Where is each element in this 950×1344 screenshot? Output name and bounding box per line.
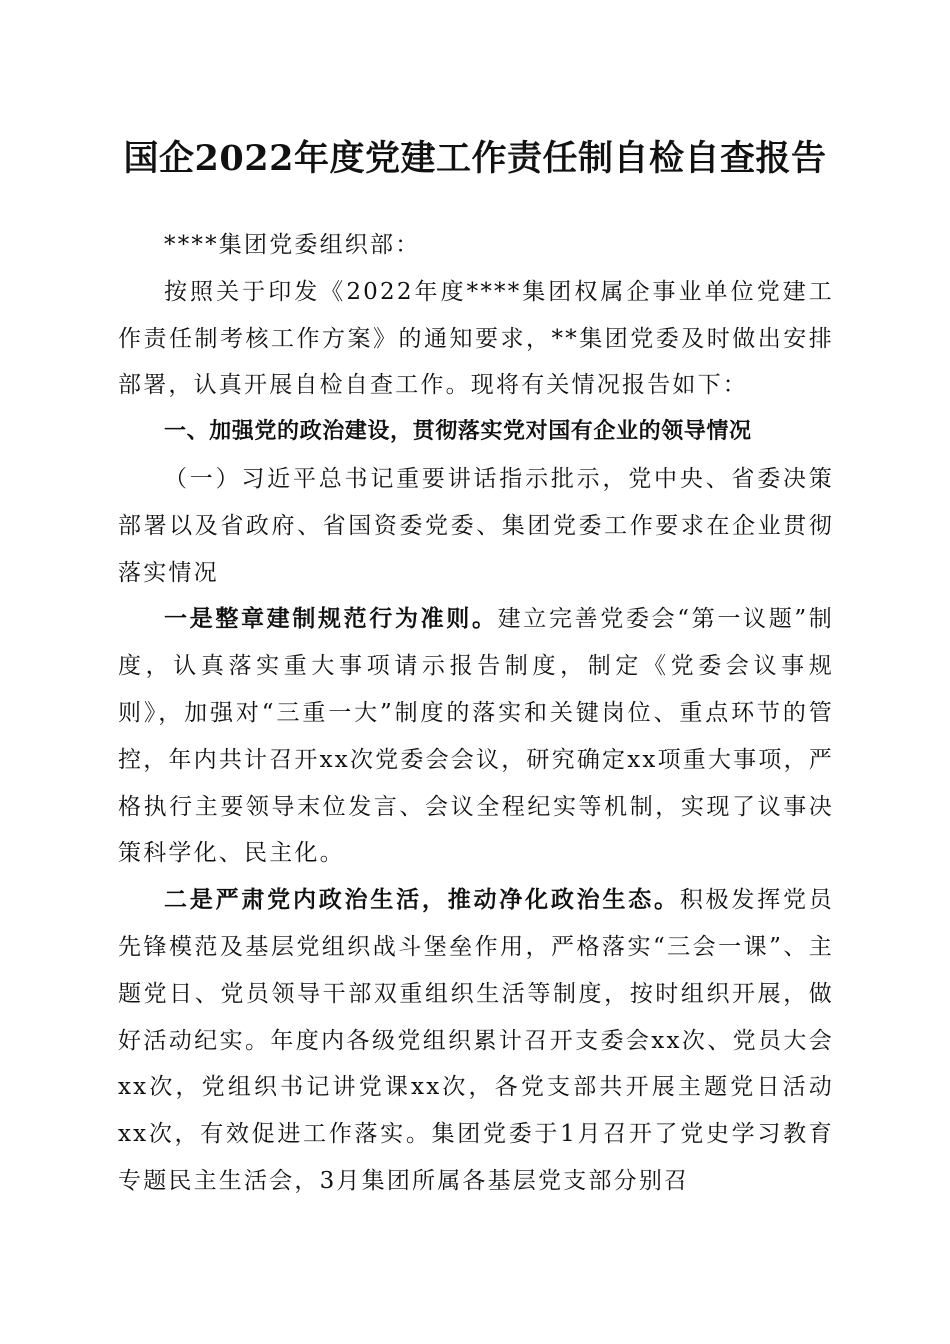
- section-heading-1: 一、加强党的政治建设，贯彻落实党对国有企业的领导情况: [164, 419, 752, 445]
- salutation: ****集团党委组织部：: [164, 232, 421, 258]
- paragraph-2: [118, 877, 834, 1205]
- intro-paragraph: 按照关于印发《2022年度****集团权属企事业单位党建工作责任制考核工作方案》的通知要求，**集团党委及时做出安排部署，认真开展自检自查工作。现将有关情况报告如下：: [118, 278, 834, 399]
- subsection-heading-1: （一）习近平总书记重要讲话指示批示，党中央、省委决策部署以及省政府、省国资委党委、集团党委工作要求在企业贯彻落实情况: [118, 465, 834, 586]
- paragraph-1-body: 建立完善党委会“第一议题”制度，认真落实重大事项请示报告制度，制定《党委会议事规则》，加强对“三重一大”制度的落实和关键岗位、重点环节的管控，年内共计召开xx次党委会会议，研究确定xx项重大事项，严格执行主要领导末位发言、会议全程纪实等机制，实现了议事决策科学化、民主化。: [118, 606, 834, 867]
- paragraph-1: [118, 596, 834, 877]
- document-title: 国企2022年度党建工作责任制自检自查报告: [123, 138, 827, 179]
- paragraph-2-body: 积极发挥党员先锋模范及基层党组织战斗堡垒作用，严格落实“三会一课”、主题党日、党员领导干部双重组织生活等制度，按时组织开展，做好活动纪实。年度内各级党组织累计召开支委会xx次、党员大会xx次，党组织书记讲党课xx次，各党支部共开展主题党日活动xx次，有效促进工作落实。集团党委于1月召开了党史学习教育专题民主生活会，3月集团所属各基层党支部分别召: [118, 887, 835, 1194]
- paragraph-1-lead: 一是整章建制规范行为准则。: [164, 606, 498, 633]
- paragraph-2-lead: 二是严肃党内政治生活，推动净化政治生态。: [164, 887, 680, 914]
- document-body: [118, 222, 834, 1205]
